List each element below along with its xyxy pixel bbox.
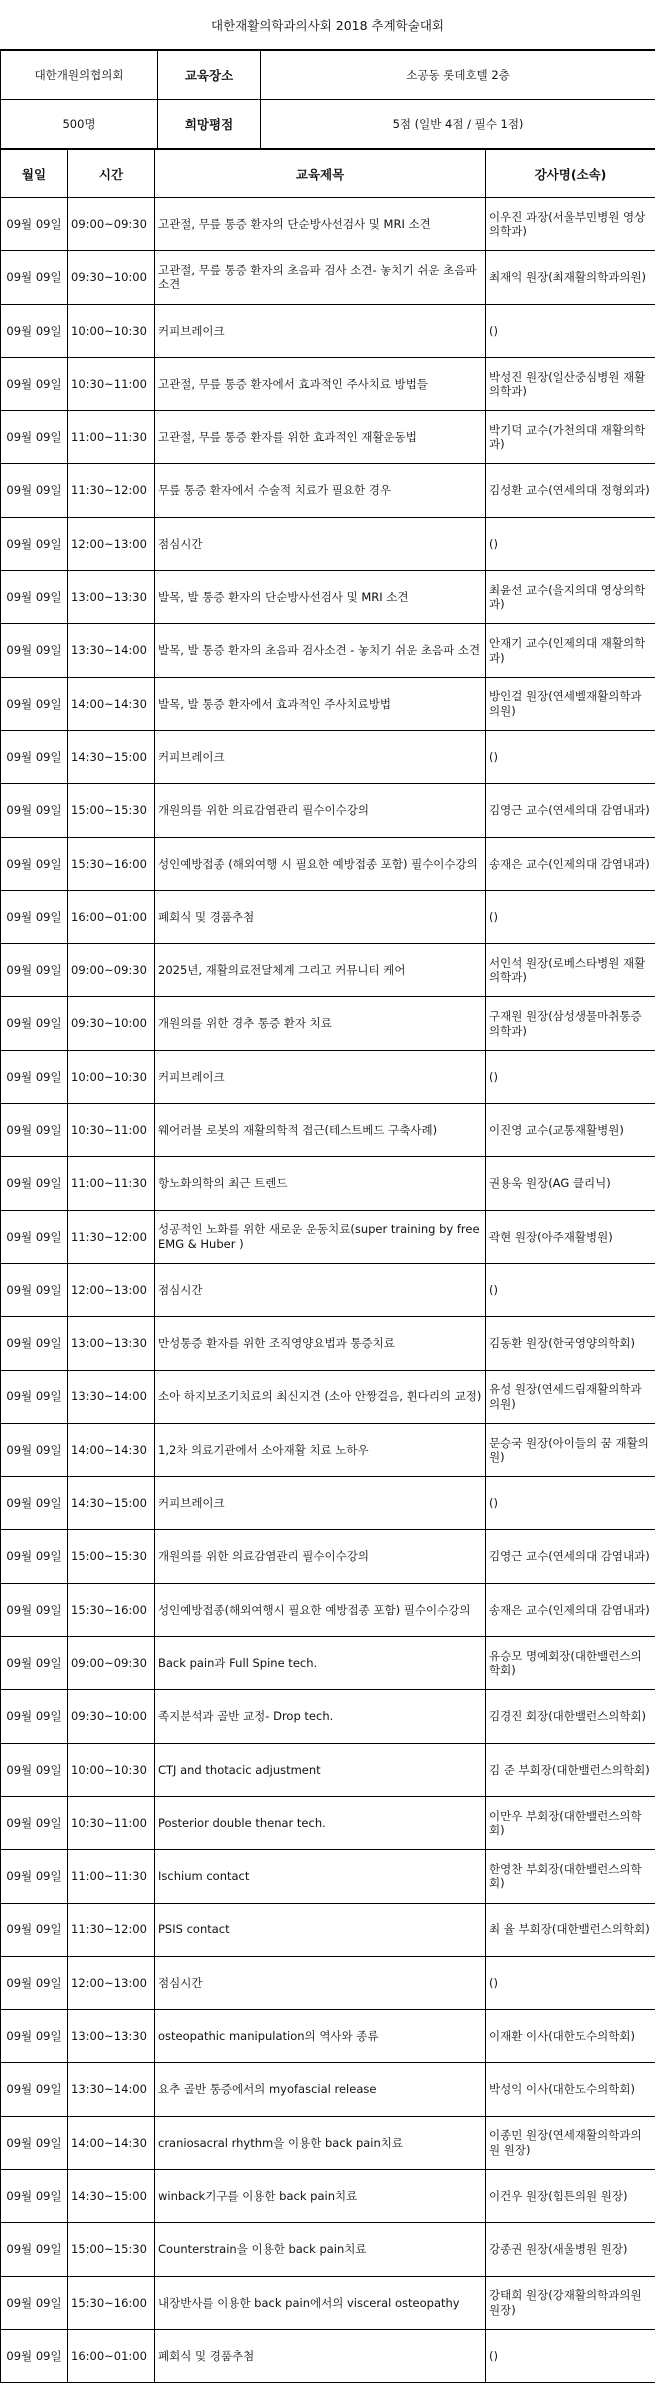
speaker-cell: 김영근 교수(연세의대 감염내과) xyxy=(486,1530,655,1583)
time-cell: 11:30~12:00 xyxy=(68,1210,155,1263)
info-row-place xyxy=(1,51,655,100)
speaker-cell: 이건우 원장(힘튼의원 원장) xyxy=(486,2169,655,2222)
subject-cell: 발목, 발 통증 환자의 단순방사선검사 및 MRI 소견 xyxy=(155,571,486,624)
table-row xyxy=(1,1104,655,1157)
table-row xyxy=(1,1796,655,1849)
subject-cell: 항노화의학의 최근 트렌드 xyxy=(155,1157,486,1210)
subject-cell: 웨어러블 로봇의 재활의학적 접근(테스트베드 구축사례) xyxy=(155,1104,486,1157)
date-cell: 09월 09일 xyxy=(1,571,68,624)
date-cell: 09월 09일 xyxy=(1,517,68,570)
subject-cell: CTJ and thotacic adjustment xyxy=(155,1743,486,1796)
subject-cell: PSIS contact xyxy=(155,1903,486,1956)
time-cell: 14:00~14:30 xyxy=(68,1423,155,1476)
table-row xyxy=(1,1423,655,1476)
speaker-cell: 최 율 부회장(대한밸런스의학회) xyxy=(486,1903,655,1956)
subject-cell: 족지분석과 골반 교정- Drop tech. xyxy=(155,1690,486,1743)
speaker-cell: 김동환 원장(한국영양의학회) xyxy=(486,1317,655,1370)
speaker-cell: () xyxy=(486,1477,655,1530)
speaker-cell: 송재은 교수(인제의대 감염내과) xyxy=(486,837,655,890)
time-cell: 15:30~16:00 xyxy=(68,2276,155,2329)
time-cell: 14:00~14:30 xyxy=(68,677,155,730)
speaker-cell: 이만우 부회장(대한밸런스의학회) xyxy=(486,1796,655,1849)
place-label: 교육장소 xyxy=(158,51,261,100)
date-cell: 09월 09일 xyxy=(1,2169,68,2222)
subject-cell: 고관절, 무릎 통증 환자에서 효과적인 주사치료 방법들 xyxy=(155,357,486,410)
credit-label: 희망평점 xyxy=(158,100,261,149)
speaker-cell: 김성환 교수(연세의대 정형외과) xyxy=(486,464,655,517)
time-cell: 10:00~10:30 xyxy=(68,304,155,357)
subject-cell: 고관절, 무릎 통증 환자를 위한 효과적인 재활운동법 xyxy=(155,411,486,464)
table-row xyxy=(1,2276,655,2329)
speaker-cell: 최재익 원장(최재활의학과의원) xyxy=(486,251,655,304)
date-cell: 09월 09일 xyxy=(1,1157,68,1210)
organizer: 대한개원의협의회 xyxy=(1,51,158,100)
subject-cell: 성인예방접종 (해외여행 시 필요한 예방접종 포함) 필수이수강의 xyxy=(155,837,486,890)
date-cell: 09월 09일 xyxy=(1,624,68,677)
speaker-cell: 최윤선 교수(을지의대 영상의학과) xyxy=(486,571,655,624)
speaker-cell: 이종민 원장(연세재활의학과의원 원장) xyxy=(486,2116,655,2169)
table-row xyxy=(1,2010,655,2063)
speaker-cell: () xyxy=(486,1956,655,2009)
speaker-cell: 서인석 원장(로베스타병원 재활의학과) xyxy=(486,944,655,997)
table-row xyxy=(1,1956,655,2009)
time-cell: 14:00~14:30 xyxy=(68,2116,155,2169)
table-row xyxy=(1,1850,655,1903)
subject-cell: 만성통증 환자를 위한 조직영양요법과 통증치료 xyxy=(155,1317,486,1370)
subject-cell: Posterior double thenar tech. xyxy=(155,1796,486,1849)
table-row xyxy=(1,464,655,517)
table-row xyxy=(1,677,655,730)
subject-cell: 폐회식 및 경품추첨 xyxy=(155,890,486,943)
speaker-cell: () xyxy=(486,730,655,783)
date-cell: 09월 09일 xyxy=(1,251,68,304)
subject-cell: 커피브레이크 xyxy=(155,1477,486,1530)
subject-cell: 내장반사를 이용한 back pain에서의 visceral osteopathy xyxy=(155,2276,486,2329)
speaker-cell: 이진영 교수(교통재활병원) xyxy=(486,1104,655,1157)
time-cell: 13:30~14:00 xyxy=(68,1370,155,1423)
table-row xyxy=(1,1530,655,1583)
speaker-cell: 구재원 원장(삼성생물마취통증의학과) xyxy=(486,997,655,1050)
header-time: 시간 xyxy=(68,150,155,198)
table-row xyxy=(1,1317,655,1370)
date-cell: 09월 09일 xyxy=(1,2276,68,2329)
header-speaker: 강사명(소속) xyxy=(486,150,655,198)
time-cell: 09:00~09:30 xyxy=(68,198,155,251)
subject-cell: Back pain과 Full Spine tech. xyxy=(155,1637,486,1690)
table-row xyxy=(1,1263,655,1316)
time-cell: 13:30~14:00 xyxy=(68,624,155,677)
speaker-cell: 김경진 회장(대한밸런스의학회) xyxy=(486,1690,655,1743)
time-cell: 09:00~09:30 xyxy=(68,944,155,997)
time-cell: 12:00~13:00 xyxy=(68,1263,155,1316)
speaker-cell: 한영찬 부회장(대한밸런스의학회) xyxy=(486,1850,655,1903)
table-row xyxy=(1,1210,655,1263)
speaker-cell: 문승국 원장(아이들의 꿈 재활의원) xyxy=(486,1423,655,1476)
date-cell: 09월 09일 xyxy=(1,2063,68,2116)
table-row xyxy=(1,1743,655,1796)
time-cell: 15:30~16:00 xyxy=(68,837,155,890)
time-cell: 15:00~15:30 xyxy=(68,2223,155,2276)
date-cell: 09월 09일 xyxy=(1,1796,68,1849)
date-cell: 09월 09일 xyxy=(1,2223,68,2276)
table-row xyxy=(1,890,655,943)
speaker-cell: () xyxy=(486,2329,655,2382)
speaker-cell: 유승모 명예회장(대한밸런스의학회) xyxy=(486,1637,655,1690)
table-row xyxy=(1,1583,655,1636)
date-cell: 09월 09일 xyxy=(1,1370,68,1423)
date-cell: 09월 09일 xyxy=(1,1210,68,1263)
subject-cell: 개원의를 위한 경추 통증 환자 치료 xyxy=(155,997,486,1050)
table-row xyxy=(1,1477,655,1530)
speaker-cell: 곽현 원장(아주재활병원) xyxy=(486,1210,655,1263)
subject-cell: 고관절, 무릎 통증 환자의 초음파 검사 소견- 놓치기 쉬운 초음파 소견 xyxy=(155,251,486,304)
table-row xyxy=(1,571,655,624)
date-cell: 09월 09일 xyxy=(1,997,68,1050)
date-cell: 09월 09일 xyxy=(1,1530,68,1583)
info-row-credit xyxy=(1,100,655,149)
header-row xyxy=(1,150,655,198)
page-title: 대한재활의학과의사회 2018 추계학술대회 xyxy=(0,0,655,50)
table-row xyxy=(1,997,655,1050)
time-cell: 12:00~13:00 xyxy=(68,1956,155,2009)
table-row xyxy=(1,1637,655,1690)
date-cell: 09월 09일 xyxy=(1,411,68,464)
subject-cell: 커피브레이크 xyxy=(155,304,486,357)
date-cell: 09월 09일 xyxy=(1,1477,68,1530)
table-row xyxy=(1,784,655,837)
speaker-cell: 강태희 원장(강재활의학과의원 원장) xyxy=(486,2276,655,2329)
date-cell: 09월 09일 xyxy=(1,944,68,997)
time-cell: 11:00~11:30 xyxy=(68,1850,155,1903)
time-cell: 15:00~15:30 xyxy=(68,1530,155,1583)
table-row xyxy=(1,517,655,570)
subject-cell: 고관절, 무릎 통증 환자의 단순방사선검사 및 MRI 소견 xyxy=(155,198,486,251)
subject-cell: winback기구를 이용한 back pain치료 xyxy=(155,2169,486,2222)
time-cell: 11:00~11:30 xyxy=(68,1157,155,1210)
speaker-cell: 박기덕 교수(가천의대 재활의학과) xyxy=(486,411,655,464)
date-cell: 09월 09일 xyxy=(1,1317,68,1370)
table-row xyxy=(1,198,655,251)
table-row xyxy=(1,1370,655,1423)
time-cell: 09:00~09:30 xyxy=(68,1637,155,1690)
table-row xyxy=(1,304,655,357)
subject-cell: 성인예방접종(해외여행시 필요한 예방접종 포함) 필수이수강의 xyxy=(155,1583,486,1636)
date-cell: 09월 09일 xyxy=(1,1104,68,1157)
subject-cell: 커피브레이크 xyxy=(155,730,486,783)
date-cell: 09월 09일 xyxy=(1,1583,68,1636)
table-row xyxy=(1,1903,655,1956)
table-row xyxy=(1,944,655,997)
subject-cell: 성공적인 노화를 위한 새로운 운동치료(super training by free EMG & Huber ) xyxy=(155,1210,486,1263)
time-cell: 14:30~15:00 xyxy=(68,730,155,783)
speaker-cell: () xyxy=(486,517,655,570)
time-cell: 14:30~15:00 xyxy=(68,1477,155,1530)
subject-cell: 소아 하지보조기치료의 최신지견 (소아 안짱걸음, 휜다리의 교정) xyxy=(155,1370,486,1423)
subject-cell: 점심시간 xyxy=(155,1956,486,2009)
date-cell: 09월 09일 xyxy=(1,730,68,783)
table-row xyxy=(1,1690,655,1743)
table-row xyxy=(1,2063,655,2116)
subject-cell: 점심시간 xyxy=(155,517,486,570)
subject-cell: 개원의를 위한 의료감염관리 필수이수강의 xyxy=(155,1530,486,1583)
date-cell: 09월 09일 xyxy=(1,1956,68,2009)
speaker-cell: 방인걸 원장(연세벨재활의학과의원) xyxy=(486,677,655,730)
subject-cell: 1,2차 의료기관에서 소아재활 치료 노하우 xyxy=(155,1423,486,1476)
date-cell: 09월 09일 xyxy=(1,357,68,410)
subject-cell: 개원의를 위한 의료감염관리 필수이수강의 xyxy=(155,784,486,837)
table-row xyxy=(1,1050,655,1103)
speaker-cell: () xyxy=(486,1050,655,1103)
subject-cell: craniosacral rhythm을 이용한 back pain치료 xyxy=(155,2116,486,2169)
time-cell: 16:00~01:00 xyxy=(68,2329,155,2382)
header-date: 월일 xyxy=(1,150,68,198)
time-cell: 13:00~13:30 xyxy=(68,571,155,624)
speaker-cell: 김 준 부회장(대한밸런스의학회) xyxy=(486,1743,655,1796)
speaker-cell: 김영근 교수(연세의대 감염내과) xyxy=(486,784,655,837)
time-cell: 10:30~11:00 xyxy=(68,357,155,410)
time-cell: 15:00~15:30 xyxy=(68,784,155,837)
date-cell: 09월 09일 xyxy=(1,1850,68,1903)
credit-value: 5점 (일반 4점 / 필수 1점) xyxy=(261,100,655,149)
subject-cell: 점심시간 xyxy=(155,1263,486,1316)
time-cell: 15:30~16:00 xyxy=(68,1583,155,1636)
speaker-cell: 강종권 원장(새울병원 원장) xyxy=(486,2223,655,2276)
table-row xyxy=(1,624,655,677)
time-cell: 09:30~10:00 xyxy=(68,251,155,304)
time-cell: 11:30~12:00 xyxy=(68,1903,155,1956)
time-cell: 09:30~10:00 xyxy=(68,997,155,1050)
table-row xyxy=(1,837,655,890)
time-cell: 10:00~10:30 xyxy=(68,1743,155,1796)
speaker-cell: 권용욱 원장(AG 클리닉) xyxy=(486,1157,655,1210)
subject-cell: osteopathic manipulation의 역사와 종류 xyxy=(155,2010,486,2063)
speaker-cell: 유성 원장(연세드림재활의학과의원) xyxy=(486,1370,655,1423)
time-cell: 09:30~10:00 xyxy=(68,1690,155,1743)
date-cell: 09월 09일 xyxy=(1,2116,68,2169)
table-row xyxy=(1,2223,655,2276)
subject-cell: 무릎 통증 환자에서 수술적 치료가 필요한 경우 xyxy=(155,464,486,517)
subject-cell: 커피브레이크 xyxy=(155,1050,486,1103)
speaker-cell: 이우진 과장(서울부민병원 영상의학과) xyxy=(486,198,655,251)
table-row xyxy=(1,730,655,783)
date-cell: 09월 09일 xyxy=(1,1263,68,1316)
time-cell: 14:30~15:00 xyxy=(68,2169,155,2222)
speaker-cell: 박성진 원장(일산중심병원 재활의학과) xyxy=(486,357,655,410)
time-cell: 12:00~13:00 xyxy=(68,517,155,570)
place-value: 소공동 롯데호텔 2층 xyxy=(261,51,655,100)
time-cell: 16:00~01:00 xyxy=(68,890,155,943)
date-cell: 09월 09일 xyxy=(1,1743,68,1796)
table-row xyxy=(1,2329,655,2382)
date-cell: 09월 09일 xyxy=(1,1637,68,1690)
time-cell: 13:00~13:30 xyxy=(68,2010,155,2063)
date-cell: 09월 09일 xyxy=(1,1690,68,1743)
subject-cell: Counterstrain을 이용한 back pain치료 xyxy=(155,2223,486,2276)
date-cell: 09월 09일 xyxy=(1,1050,68,1103)
time-cell: 10:00~10:30 xyxy=(68,1050,155,1103)
schedule-body xyxy=(1,198,655,2383)
time-cell: 11:30~12:00 xyxy=(68,464,155,517)
speaker-cell: 송재은 교수(인제의대 감염내과) xyxy=(486,1583,655,1636)
speaker-cell: 이재환 이사(대한도수의학회) xyxy=(486,2010,655,2063)
speaker-cell: 안재기 교수(인제의대 재활의학과) xyxy=(486,624,655,677)
table-row xyxy=(1,357,655,410)
subject-cell: 2025년, 재활의료전달체계 그리고 커뮤니티 케어 xyxy=(155,944,486,997)
header-subject: 교육제목 xyxy=(155,150,486,198)
time-cell: 11:00~11:30 xyxy=(68,411,155,464)
date-cell: 09월 09일 xyxy=(1,677,68,730)
table-row xyxy=(1,1157,655,1210)
time-cell: 13:00~13:30 xyxy=(68,1317,155,1370)
date-cell: 09월 09일 xyxy=(1,837,68,890)
date-cell: 09월 09일 xyxy=(1,304,68,357)
date-cell: 09월 09일 xyxy=(1,464,68,517)
date-cell: 09월 09일 xyxy=(1,198,68,251)
time-cell: 10:30~11:00 xyxy=(68,1104,155,1157)
subject-cell: 발목, 발 통증 환자에서 효과적인 주사치료방법 xyxy=(155,677,486,730)
subject-cell: 요추 골반 통증에서의 myofascial release xyxy=(155,2063,486,2116)
time-cell: 13:30~14:00 xyxy=(68,2063,155,2116)
date-cell: 09월 09일 xyxy=(1,2329,68,2382)
date-cell: 09월 09일 xyxy=(1,2010,68,2063)
date-cell: 09월 09일 xyxy=(1,784,68,837)
date-cell: 09월 09일 xyxy=(1,1423,68,1476)
table-row xyxy=(1,2169,655,2222)
speaker-cell: () xyxy=(486,1263,655,1316)
speaker-cell: 박성익 이사(대한도수의학회) xyxy=(486,2063,655,2116)
speaker-cell: () xyxy=(486,304,655,357)
subject-cell: Ischium contact xyxy=(155,1850,486,1903)
subject-cell: 폐회식 및 경품추첨 xyxy=(155,2329,486,2382)
date-cell: 09월 09일 xyxy=(1,1903,68,1956)
attendee-count: 500명 xyxy=(1,100,158,149)
info-table xyxy=(0,50,655,149)
speaker-cell: () xyxy=(486,890,655,943)
table-row xyxy=(1,2116,655,2169)
time-cell: 10:30~11:00 xyxy=(68,1796,155,1849)
table-row xyxy=(1,411,655,464)
table-row xyxy=(1,251,655,304)
date-cell: 09월 09일 xyxy=(1,890,68,943)
schedule-table xyxy=(0,149,655,2383)
subject-cell: 발목, 발 통증 환자의 초음파 검사소견 - 놓치기 쉬운 초음파 소견 xyxy=(155,624,486,677)
